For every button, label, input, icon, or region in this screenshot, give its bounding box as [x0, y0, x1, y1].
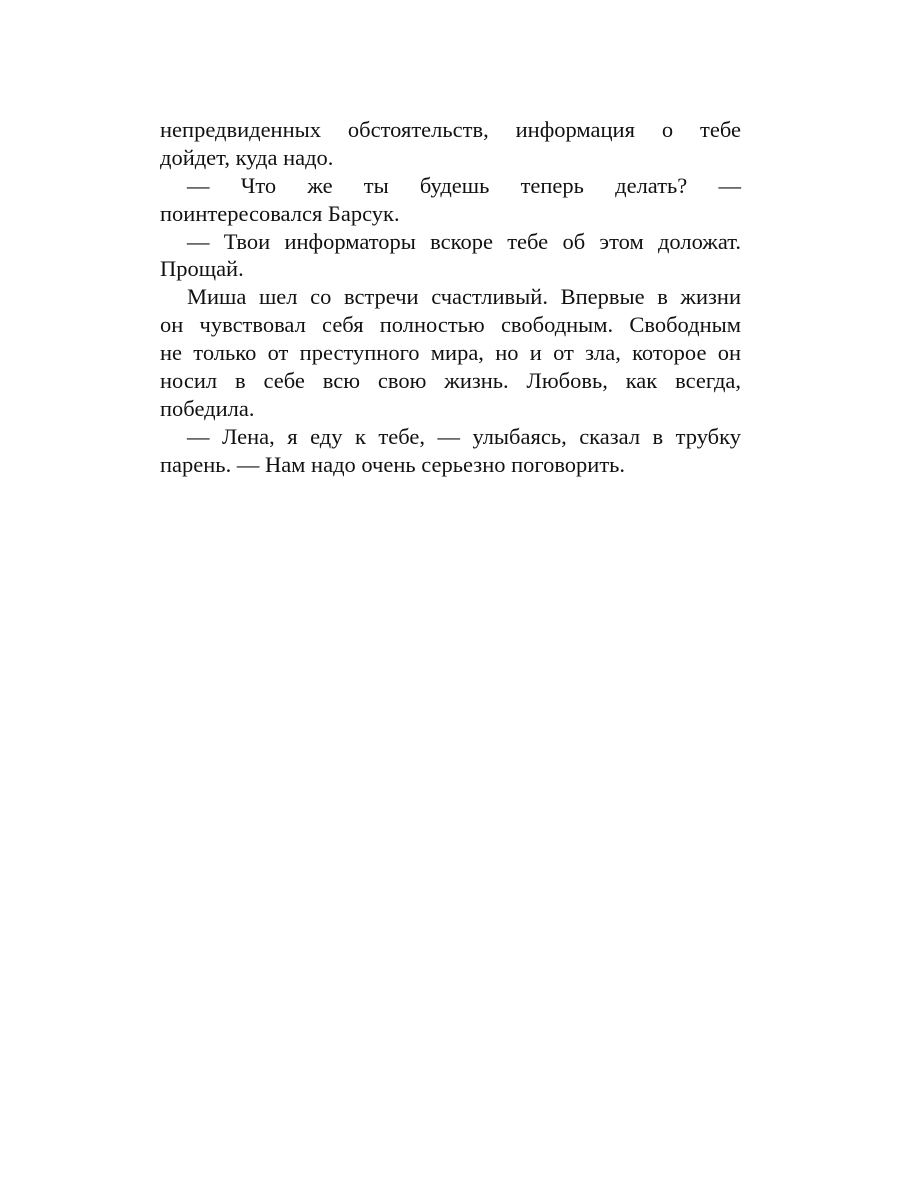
- text-line: непредвиденных обстоятельств, информация о тебе: [160, 117, 741, 142]
- text-line: Миша шел со встречи счастливый. Впервые в жизни: [187, 284, 741, 310]
- text-line: дойдет, куда надо.: [160, 144, 334, 170]
- text-line: носил в себе всю свою жизнь. Любовь, как всегда,: [160, 368, 741, 394]
- text-line: — Что же ты будешь теперь делать? —: [187, 172, 741, 198]
- text-line: Прощай.: [160, 256, 244, 282]
- text-line: парень. — Нам надо очень серьезно поговорить.: [160, 451, 626, 477]
- page-body-text: [160, 116, 741, 479]
- text-line: не только от преступного мира, но и от зла, которое он: [160, 340, 741, 366]
- text-line: — Твои информаторы вскоре тебе об этом доложат.: [187, 228, 741, 254]
- text-line: он чувствовал себя полностью свободным. Свободным: [160, 312, 741, 338]
- text-line: победила.: [160, 395, 255, 421]
- text-line: поинтересовался Барсук.: [160, 200, 400, 226]
- text-line: — Лена, я еду к тебе, — улыбаясь, сказал в трубку: [187, 423, 741, 449]
